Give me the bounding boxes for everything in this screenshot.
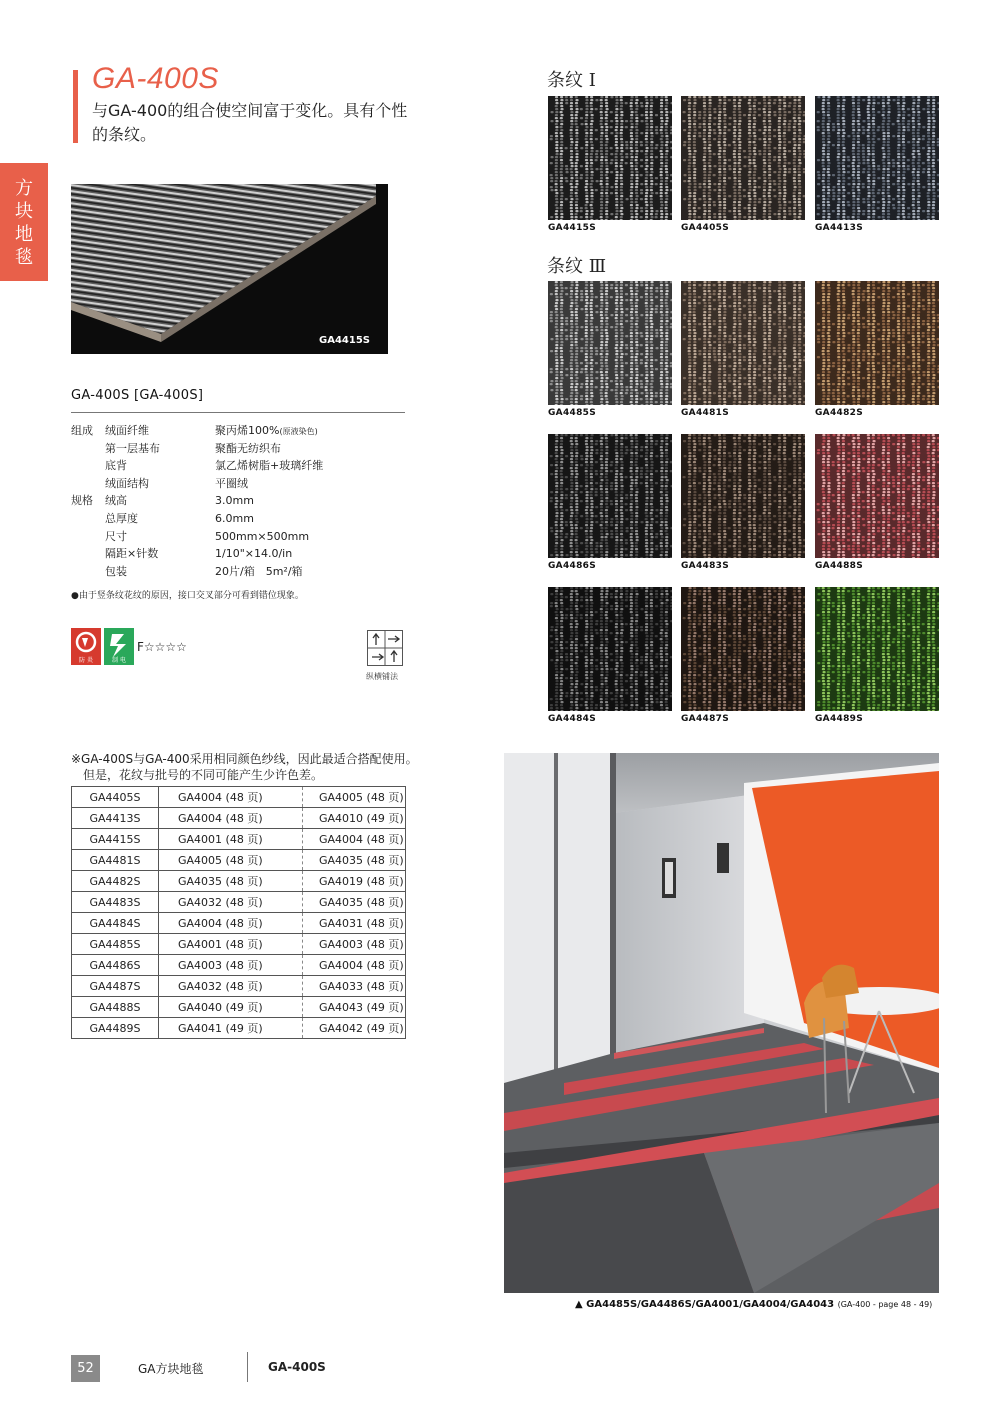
footer-category: GA方块地毯 (138, 1362, 204, 1376)
match-cell: GA4031 (48 页) (303, 913, 406, 934)
side-tab-char: 毯 (15, 247, 33, 268)
table-row (72, 913, 406, 934)
spec-key: 绒面纤维 (105, 424, 149, 437)
table-row (72, 850, 406, 871)
spec-value (215, 440, 435, 458)
spec-value-text: 6.0mm (215, 512, 254, 525)
tile-code-cell: GA4487S (72, 976, 159, 997)
match-cell: GA4004 (48 页) (159, 808, 303, 829)
tile-code-cell: GA4485S (72, 934, 159, 955)
match-cell: GA4043 (49 页) (303, 997, 406, 1018)
tile-code-cell: GA4415S (72, 829, 159, 850)
match-cell: GA4003 (48 页) (159, 955, 303, 976)
antistatic-icon (104, 628, 134, 665)
match-cell: GA4042 (49 页) (303, 1018, 406, 1039)
spec-value (215, 492, 435, 510)
tile-code-cell: GA4483S (72, 892, 159, 913)
tile-code-cell: GA4482S (72, 871, 159, 892)
spec-value-text: 平圈绒 (215, 476, 248, 490)
footer-model: GA-400S (268, 1360, 326, 1374)
match-cell: GA4005 (48 页) (159, 850, 303, 871)
match-cell: GA4035 (48 页) (303, 892, 406, 913)
room-installation-photo (504, 753, 939, 1293)
swatch-code: GA4405S (681, 223, 729, 233)
spec-value-text: 聚丙烯100% (215, 424, 280, 437)
swatch-texture (548, 96, 672, 220)
match-cell: GA4005 (48 页) (303, 787, 406, 808)
product-title: GA-400S (92, 62, 219, 95)
side-tab-char: 块 (15, 201, 33, 222)
hero-carpet-graphic (71, 184, 388, 354)
swatch-texture (681, 587, 805, 711)
match-cell: GA4032 (48 页) (159, 892, 303, 913)
spec-group: 规格 (71, 494, 93, 508)
match-cell: GA4040 (49 页) (159, 997, 303, 1018)
tile-code-cell: GA4413S (72, 808, 159, 829)
swatch-code: GA4483S (681, 561, 729, 571)
spec-key: 包装 (105, 564, 127, 578)
swatch-code: GA4481S (681, 408, 729, 418)
carpet-swatch (681, 587, 805, 711)
spec-key: 绒面结构 (105, 476, 149, 490)
tile-code-cell: GA4484S (72, 913, 159, 934)
spec-key: 绒高 (105, 494, 127, 508)
match-cell: GA4032 (48 页) (159, 976, 303, 997)
carpet-swatch (815, 587, 939, 711)
swatch-code: GA4415S (548, 223, 596, 233)
match-cell: GA4041 (49 页) (159, 1018, 303, 1039)
swatch-code: GA4487S (681, 714, 729, 724)
swatch-section-heading: 条纹 I (547, 70, 596, 91)
carpet-swatch (548, 434, 672, 558)
spec-note: ●由于竖条纹花纹的原因，接口交叉部分可看到错位现象。 (71, 591, 304, 601)
page-number: 52 (71, 1355, 100, 1382)
spec-key: 隔距×针数 (105, 547, 159, 561)
tile-code-cell: GA4488S (72, 997, 159, 1018)
spec-value-text: 氯乙烯树脂+玻璃纤维 (215, 459, 324, 473)
carpet-swatch (681, 281, 805, 405)
swatch-code: GA4482S (815, 408, 863, 418)
side-tab-char: 地 (15, 224, 33, 245)
swatch-texture (548, 587, 672, 711)
carpet-swatch (815, 281, 939, 405)
spec-value-note: (原液染色) (279, 427, 318, 436)
spec-title: GA-400S [GA-400S] (71, 388, 204, 403)
swatch-texture (548, 281, 672, 405)
spec-value (215, 528, 435, 546)
tile-code-cell: GA4405S (72, 787, 159, 808)
footer-divider (247, 1352, 248, 1382)
match-cell: GA4004 (48 页) (159, 913, 303, 934)
spec-value-text: 1/10"×14.0/in (215, 547, 293, 561)
room-photo-caption (575, 1299, 932, 1310)
room-scene-graphic (504, 753, 939, 1293)
spec-value-text: 聚酯无纺织布 (215, 441, 281, 455)
spec-key: 底背 (105, 459, 127, 473)
fire-retardant-badge (71, 628, 101, 665)
category-side-tab (0, 163, 48, 281)
spec-value (215, 545, 435, 563)
match-cell: GA4035 (48 页) (303, 850, 406, 871)
static-badge-label: 制 电 (112, 657, 126, 664)
match-cell: GA4035 (48 页) (159, 871, 303, 892)
arrows-grid-icon (368, 631, 402, 665)
swatch-texture (815, 96, 939, 220)
combination-note: ※GA-400S与GA-400采用相同颜色纱线，因此最适合搭配使用。 但是，花纹与批号的不同可能产生少许色差。 (71, 752, 418, 782)
match-cell: GA4019 (48 页) (303, 871, 406, 892)
hero-carpet-image (71, 184, 388, 354)
match-cell: GA4004 (48 页) (159, 787, 303, 808)
installation-method-label: 纵横铺法 (366, 672, 398, 681)
table-row (72, 934, 406, 955)
table-row (72, 808, 406, 829)
match-cell: GA4001 (48 页) (159, 829, 303, 850)
swatch-code: GA4413S (815, 223, 863, 233)
spec-value-text: 3.0mm (215, 494, 254, 508)
swatch-section-heading: 条纹 Ⅲ (547, 256, 607, 277)
swatch-texture (681, 96, 805, 220)
hero-image-code: GA4415S (319, 335, 370, 346)
table-row (72, 997, 406, 1018)
carpet-swatch (548, 96, 672, 220)
fire-badge-label: 防 炎 (79, 657, 93, 664)
carpet-swatch (681, 96, 805, 220)
spec-value (215, 422, 435, 440)
installation-method-icon (367, 630, 403, 666)
table-row (72, 871, 406, 892)
swatch-texture (815, 281, 939, 405)
carpet-swatch (815, 96, 939, 220)
table-row (72, 1018, 406, 1039)
carpet-swatch (681, 434, 805, 558)
match-cell: GA4004 (48 页) (303, 955, 406, 976)
swatch-code: GA4484S (548, 714, 596, 724)
swatch-texture (815, 587, 939, 711)
match-cell: GA4033 (48 页) (303, 976, 406, 997)
table-row (72, 787, 406, 808)
match-cell: GA4004 (48 页) (303, 829, 406, 850)
tile-code-cell: GA4486S (72, 955, 159, 976)
spec-value (215, 510, 435, 528)
emission-rating: F☆☆☆☆ (137, 640, 187, 654)
swatch-code: GA4488S (815, 561, 863, 571)
match-cell: GA4010 (49 页) (303, 808, 406, 829)
spec-group: 组成 (71, 424, 93, 437)
tile-code-cell: GA4489S (72, 1018, 159, 1039)
title-accent-bar (73, 70, 78, 143)
spec-value-text: 20片/箱 5m²/箱 (215, 564, 303, 578)
fire-retardant-icon (71, 628, 101, 665)
table-row (72, 829, 406, 850)
antistatic-badge (104, 628, 134, 665)
room-caption-text: ▲ GA4485S/GA4486S/GA4001/GA4004/GA4043 (575, 1299, 835, 1310)
spec-key: 尺寸 (105, 529, 127, 543)
side-tab-char: 方 (15, 178, 33, 199)
table-row (72, 955, 406, 976)
table-row (72, 892, 406, 913)
tile-code-cell: GA4481S (72, 850, 159, 871)
swatch-code: GA4486S (548, 561, 596, 571)
swatch-texture (681, 281, 805, 405)
swatch-code: GA4485S (548, 408, 596, 418)
spec-key: 总厚度 (105, 512, 138, 525)
combination-table (71, 786, 406, 1039)
match-cell: GA4003 (48 页) (303, 934, 406, 955)
product-subtitle: 与GA-400的组合使空间富于变化。具有个性的条纹。 (92, 101, 408, 144)
swatch-code: GA4489S (815, 714, 863, 724)
carpet-swatch (548, 587, 672, 711)
match-cell: GA4001 (48 页) (159, 934, 303, 955)
spec-value (215, 457, 435, 475)
spec-value-text: 500mm×500mm (215, 529, 310, 543)
spec-value (215, 563, 435, 581)
spec-key: 第一层基布 (105, 441, 160, 455)
swatch-texture (681, 434, 805, 558)
carpet-swatch (548, 281, 672, 405)
carpet-swatch (815, 434, 939, 558)
table-row (72, 976, 406, 997)
swatch-texture (548, 434, 672, 558)
spec-value (215, 475, 435, 493)
spec-divider (71, 412, 405, 413)
room-caption-reference: (GA-400 - page 48 - 49) (837, 1300, 933, 1309)
swatch-texture (815, 434, 939, 558)
